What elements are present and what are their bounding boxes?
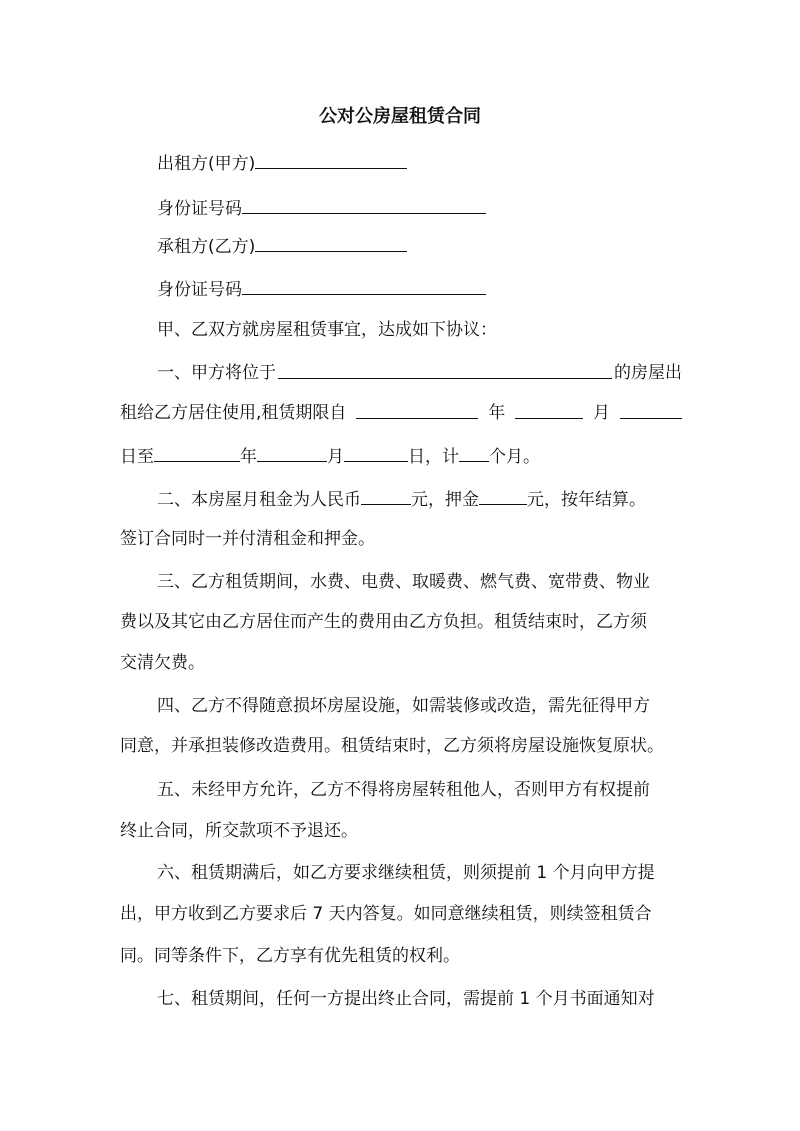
clause3-line3: 交清欠费。 [120, 653, 205, 673]
clause6-line2: 出，甲方收到乙方要求后 7 天内答复。如同意继续租赁，则续签租赁合 [120, 904, 652, 924]
clause2-text-a: 二、本房屋月租金为人民币 [157, 490, 361, 510]
clause7-line1: 七、租赁期间，任何一方提出终止合同，需提前 1 个月书面通知对 [157, 989, 655, 1009]
clause3-line2: 费以及其它由乙方居住而产生的费用由乙方负担。租赁结束时，乙方须 [120, 612, 647, 632]
clause6-line1: 六、租赁期满后，如乙方要求继续租赁，则须提前 1 个月向甲方提 [157, 863, 655, 883]
clause1-line3 [120, 443, 682, 470]
clause1-text-f: 日至 [120, 447, 154, 467]
clause3-line1: 三、乙方租赁期间，水费、电费、取暖费、燃气费、宽带费、物业 [157, 572, 650, 592]
start-year-blank[interactable] [356, 400, 478, 419]
lessee-label: 承租方(乙方) [157, 237, 256, 257]
clause1-text-a: 一、甲方将位于 [157, 363, 276, 383]
end-day-blank[interactable] [344, 443, 408, 462]
lessor-blank[interactable] [255, 150, 407, 169]
lessee-id-label: 身份证号码 [157, 280, 242, 300]
deposit-blank[interactable] [479, 486, 527, 505]
clause1-text-b: 的房屋出 [614, 363, 682, 383]
clause1-text-g: 年 [240, 447, 257, 467]
clause6-line3: 同。同等条件下，乙方享有优先租赁的权利。 [120, 946, 460, 966]
clause5-line2: 终止合同，所交款项不予退还。 [120, 821, 358, 841]
lessee-line [157, 233, 682, 260]
document-title: 公对公房屋租赁合同 [319, 106, 481, 127]
lessor-id-line [157, 195, 682, 222]
property-location-blank[interactable] [278, 360, 612, 379]
clause5-line1: 五、未经甲方允许，乙方不得将房屋转租他人，否则甲方有权提前 [157, 780, 650, 800]
clause1-line2 [120, 400, 682, 426]
start-day-blank[interactable] [620, 400, 682, 419]
lessor-id-label: 身份证号码 [157, 199, 242, 219]
start-month-blank[interactable] [515, 400, 583, 419]
clause1-text-c: 租给乙方居住使用,租赁期限自 [120, 403, 347, 423]
lessor-label: 出租方(甲方) [157, 154, 256, 174]
clause4-line2: 同意，并承担装修改造费用。租赁结束时，乙方须将房屋设施恢复原状。 [120, 736, 664, 756]
clause1-text-d: 年 [488, 403, 506, 423]
lessor-id-blank[interactable] [242, 195, 486, 214]
end-year-blank[interactable] [154, 443, 240, 462]
clause2-text-b: 元，押金 [411, 490, 479, 510]
lessee-id-blank[interactable] [242, 276, 486, 295]
intro-paragraph: 甲、乙双方就房屋租赁事宜，达成如下协议： [157, 320, 497, 340]
clause4-line1: 四、乙方不得随意损坏房屋设施，如需装修或改造，需先征得甲方 [157, 696, 650, 716]
clause1-line1 [157, 360, 682, 386]
clause1-text-e: 月 [593, 403, 611, 423]
end-month-blank[interactable] [257, 443, 327, 462]
clause1-text-i: 日，计 [408, 447, 459, 467]
lessee-id-line [157, 276, 682, 303]
clause2-line1 [157, 486, 682, 513]
clause1-text-j: 个月。 [489, 447, 540, 467]
clause1-text-h: 月 [327, 447, 344, 467]
clause2-line2: 签订合同时一并付清租金和押金。 [120, 529, 375, 549]
clause2-text-c: 元，按年结算。 [527, 490, 646, 510]
monthly-rent-blank[interactable] [361, 486, 411, 505]
lessor-line [157, 150, 682, 177]
duration-months-blank[interactable] [459, 443, 489, 462]
lessee-blank[interactable] [255, 233, 407, 252]
